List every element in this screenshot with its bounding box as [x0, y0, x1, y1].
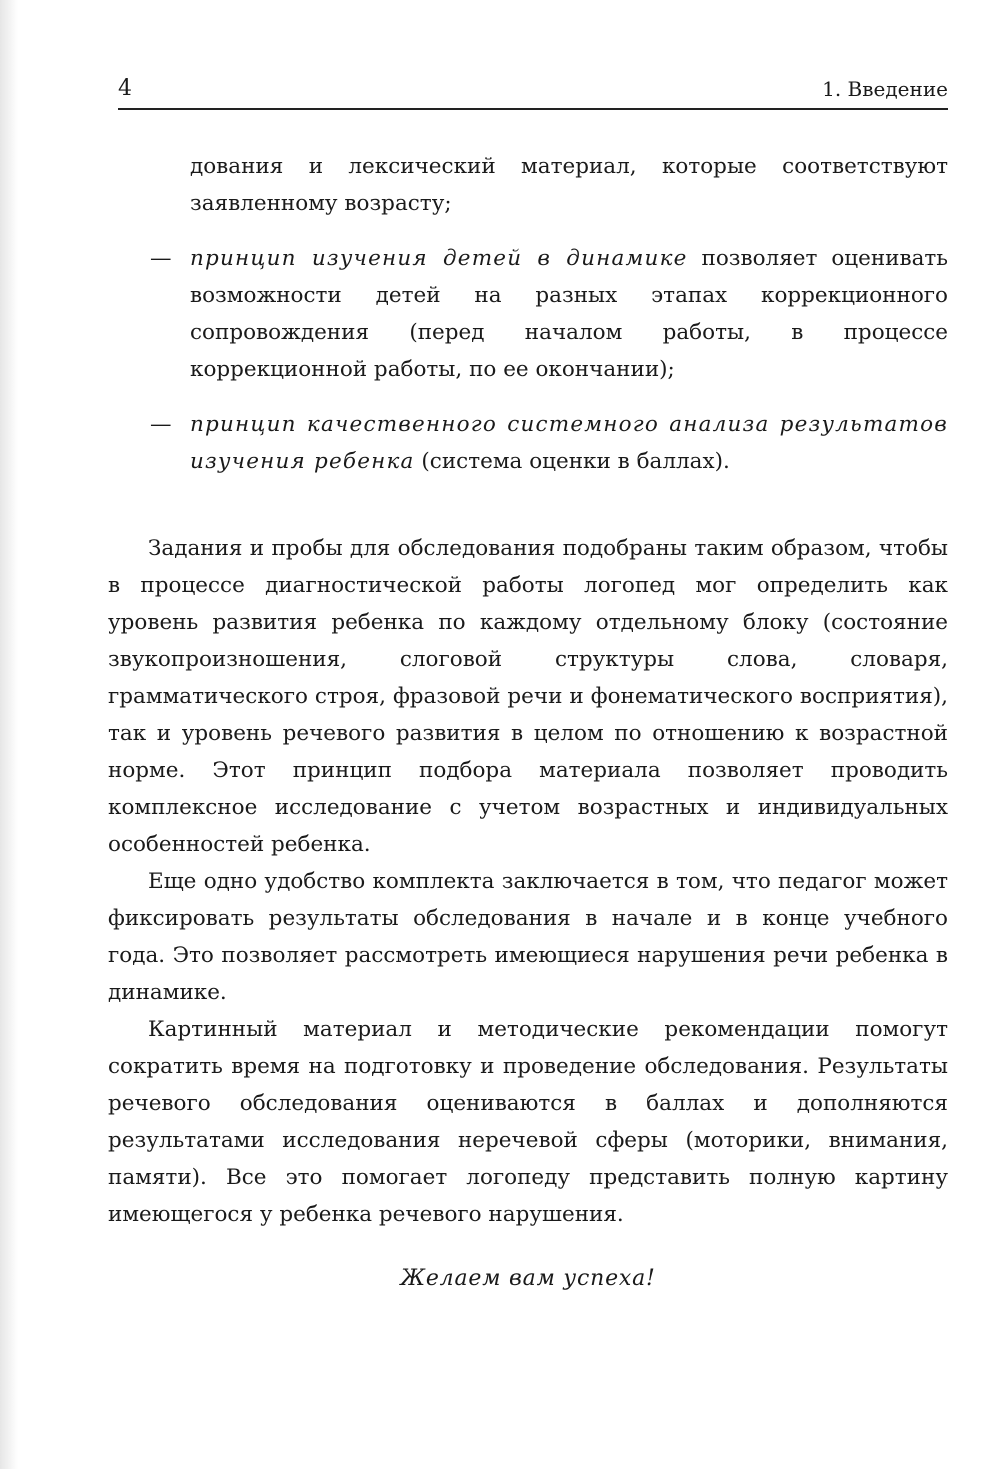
body-paragraph: Картинный материал и методические рекомендации помогут сократить время на подготовку и проведение обследования. Результаты речевого обследования оцениваются в баллах и дополняются результатами исследования неречевой сферы (моторики, внимания, памяти). Все это помогает логопеду представить полную картину имеющегося у ребенка речевого нарушения. — [108, 1017, 948, 1227]
principle-term: принцип изучения детей в динамике — [190, 246, 688, 271]
list-dash: — — [150, 412, 172, 437]
principle-term: принцип качественного системного анализа результатов изучения ребенка — [190, 412, 948, 474]
principle-text: позволяет оценивать возможности детей на разных этапах коррекционного сопровождения (перед началом работы, в процессе коррекционной работы, по ее окончании); — [190, 246, 948, 382]
page-edge-shadow — [0, 0, 18, 1469]
principles-list — [108, 240, 948, 480]
section-title: 1. Введение — [822, 77, 948, 101]
closing-wish: Желаем вам успеха! — [400, 1266, 656, 1291]
page-body — [108, 148, 948, 1233]
running-header — [118, 74, 948, 110]
list-dash: — — [150, 246, 172, 271]
body-paragraph: Задания и пробы для обследования подобраны таким образом, чтобы в процессе диагностической работы логопед мог определить как уровень развития ребенка по каждому отдельному блоку (состояние звукопроизношения, слоговой структуры слова, словаря, грамматического строя, фразовой речи и фонематического восприятия), так и уровень речевого развития в целом по отношению к возрастной норме. Этот принцип подбора материала позволяет проводить комплексное исследование с учетом возрастных и индивидуальных особенностей ребенка. — [108, 536, 948, 857]
page-number: 4 — [118, 76, 132, 101]
list-item — [108, 240, 948, 388]
principle-text: (система оценки в баллах). — [414, 449, 730, 474]
continued-paragraph: дования и лексический материал, которые соответствуют заявленному возрасту; — [190, 154, 948, 216]
list-item — [108, 406, 948, 480]
body-paragraph: Еще одно удобство комплекта заключается в том, что педагог может фиксировать результаты обследования в начале и в конце учебного года. Это позволяет рассмотреть имеющиеся нарушения речи ребенка в динамике. — [108, 869, 948, 1005]
